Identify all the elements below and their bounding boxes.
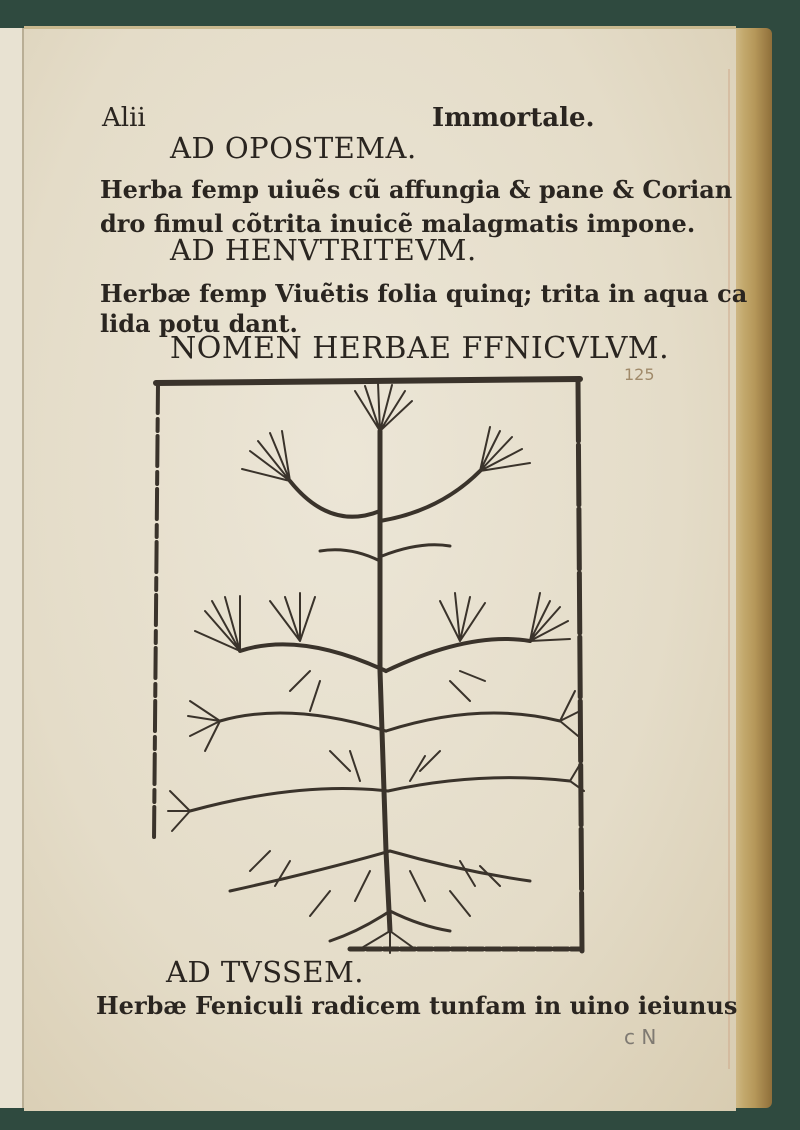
fennel-woodcut-illustration	[150, 371, 590, 959]
section-text-line: Herbæ femp Viuẽtis folia quinq; trita in aqua ca	[100, 279, 748, 308]
running-header-right: Immortale.	[432, 103, 595, 133]
book-page	[24, 26, 748, 1111]
section-heading-henutriteum: AD HENVTRITEVM.	[170, 233, 477, 267]
section-text-line: Herba femp uiuẽs cũ affungia & pane & Corian	[100, 175, 733, 204]
pencil-annotation: c N	[624, 1025, 657, 1049]
section-text-line: lida potu dant.	[100, 309, 298, 338]
folio-number: 125	[624, 365, 655, 384]
section-heading-opostema: AD OPOSTEMA.	[170, 131, 417, 165]
plant-title: NOMEN HERBAE FFNICVLVM.	[170, 331, 670, 366]
running-header-left: Alii	[102, 103, 146, 133]
page-edge-stain	[718, 69, 730, 1069]
section-heading-tussem: AD TVSSEM.	[166, 955, 365, 989]
section-text-line: Herbæ Feniculi radicem tunfam in uino ieiunus	[96, 991, 738, 1020]
facing-page-edge	[0, 28, 24, 1108]
section-text-line: dro fimul cõtrita inuicẽ malagmatis impone.	[100, 209, 696, 238]
